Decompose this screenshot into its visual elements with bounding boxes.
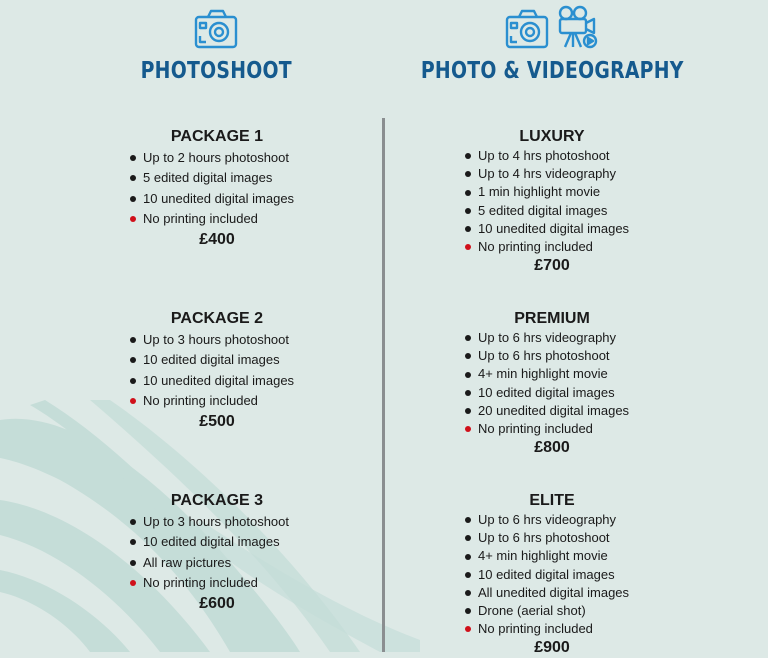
list-item: Up to 3 hours photoshoot	[128, 330, 306, 350]
video-camera-icon	[557, 5, 599, 54]
list-item: Up to 3 hours photoshoot	[128, 512, 306, 532]
photo-videography-title: PHOTO & VIDEOGRAPHY	[420, 58, 684, 84]
list-item-no-printing: No printing included	[463, 420, 641, 438]
camera-icon	[194, 9, 238, 54]
feature-list	[128, 148, 306, 229]
list-item: 1 min highlight movie	[463, 183, 641, 201]
camera-icon	[505, 9, 549, 54]
luxury-package-card	[463, 127, 641, 276]
list-item-no-printing: No printing included	[128, 573, 306, 593]
feature-list	[128, 330, 306, 411]
list-item: All unedited digital images	[463, 584, 641, 602]
column-divider	[382, 118, 385, 652]
list-item: 10 edited digital images	[463, 384, 641, 402]
package-price: £400	[199, 231, 235, 249]
photoshoot-title: PHOTOSHOOT	[140, 58, 292, 84]
list-item-no-printing: No printing included	[128, 391, 306, 411]
list-item: 4+ min highlight movie	[463, 547, 641, 565]
package-price: £500	[199, 413, 235, 431]
package-name: PACKAGE 3	[170, 492, 264, 509]
package-3-card	[128, 490, 306, 614]
package-1-card	[128, 126, 306, 250]
package-price: £700	[534, 257, 570, 275]
list-item: Up to 4 hrs videography	[463, 165, 641, 183]
list-item: 5 edited digital images	[128, 168, 306, 188]
premium-package-card	[463, 309, 641, 458]
package-name: PACKAGE 1	[170, 128, 264, 145]
package-name: ELITE	[529, 492, 575, 509]
feature-list	[128, 512, 306, 593]
package-name: PACKAGE 2	[170, 310, 264, 327]
list-item: Up to 6 hrs videography	[463, 329, 641, 347]
list-item: Drone (aerial shot)	[463, 602, 641, 620]
list-item: Up to 2 hours photoshoot	[128, 148, 306, 168]
package-price: £800	[534, 439, 570, 457]
list-item: 4+ min highlight movie	[463, 365, 641, 383]
list-item: All raw pictures	[128, 553, 306, 573]
list-item: 5 edited digital images	[463, 202, 641, 220]
list-item: 10 edited digital images	[128, 532, 306, 552]
list-item: Up to 6 hrs photoshoot	[463, 347, 641, 365]
list-item: 10 edited digital images	[128, 350, 306, 370]
package-price: £900	[534, 639, 570, 657]
feature-list	[463, 329, 641, 438]
list-item-no-printing: No printing included	[463, 620, 641, 638]
photoshoot-header	[86, 10, 346, 84]
package-2-card	[128, 308, 306, 432]
list-item: 10 unedited digital images	[128, 189, 306, 209]
list-item: Up to 6 hrs videography	[463, 511, 641, 529]
package-name: LUXURY	[519, 128, 585, 145]
package-name: PREMIUM	[514, 310, 590, 327]
list-item: 10 unedited digital images	[463, 220, 641, 238]
elite-package-card	[463, 491, 641, 658]
package-price: £600	[199, 595, 235, 613]
list-item: 10 edited digital images	[463, 566, 641, 584]
feature-list	[463, 511, 641, 638]
list-item: Up to 4 hrs photoshoot	[463, 147, 641, 165]
list-item: 20 unedited digital images	[463, 402, 641, 420]
list-item-no-printing: No printing included	[128, 209, 306, 229]
feature-list	[463, 147, 641, 256]
list-item: 10 unedited digital images	[128, 371, 306, 391]
list-item-no-printing: No printing included	[463, 238, 641, 256]
photo-videography-header	[420, 10, 684, 84]
list-item: Up to 6 hrs photoshoot	[463, 529, 641, 547]
